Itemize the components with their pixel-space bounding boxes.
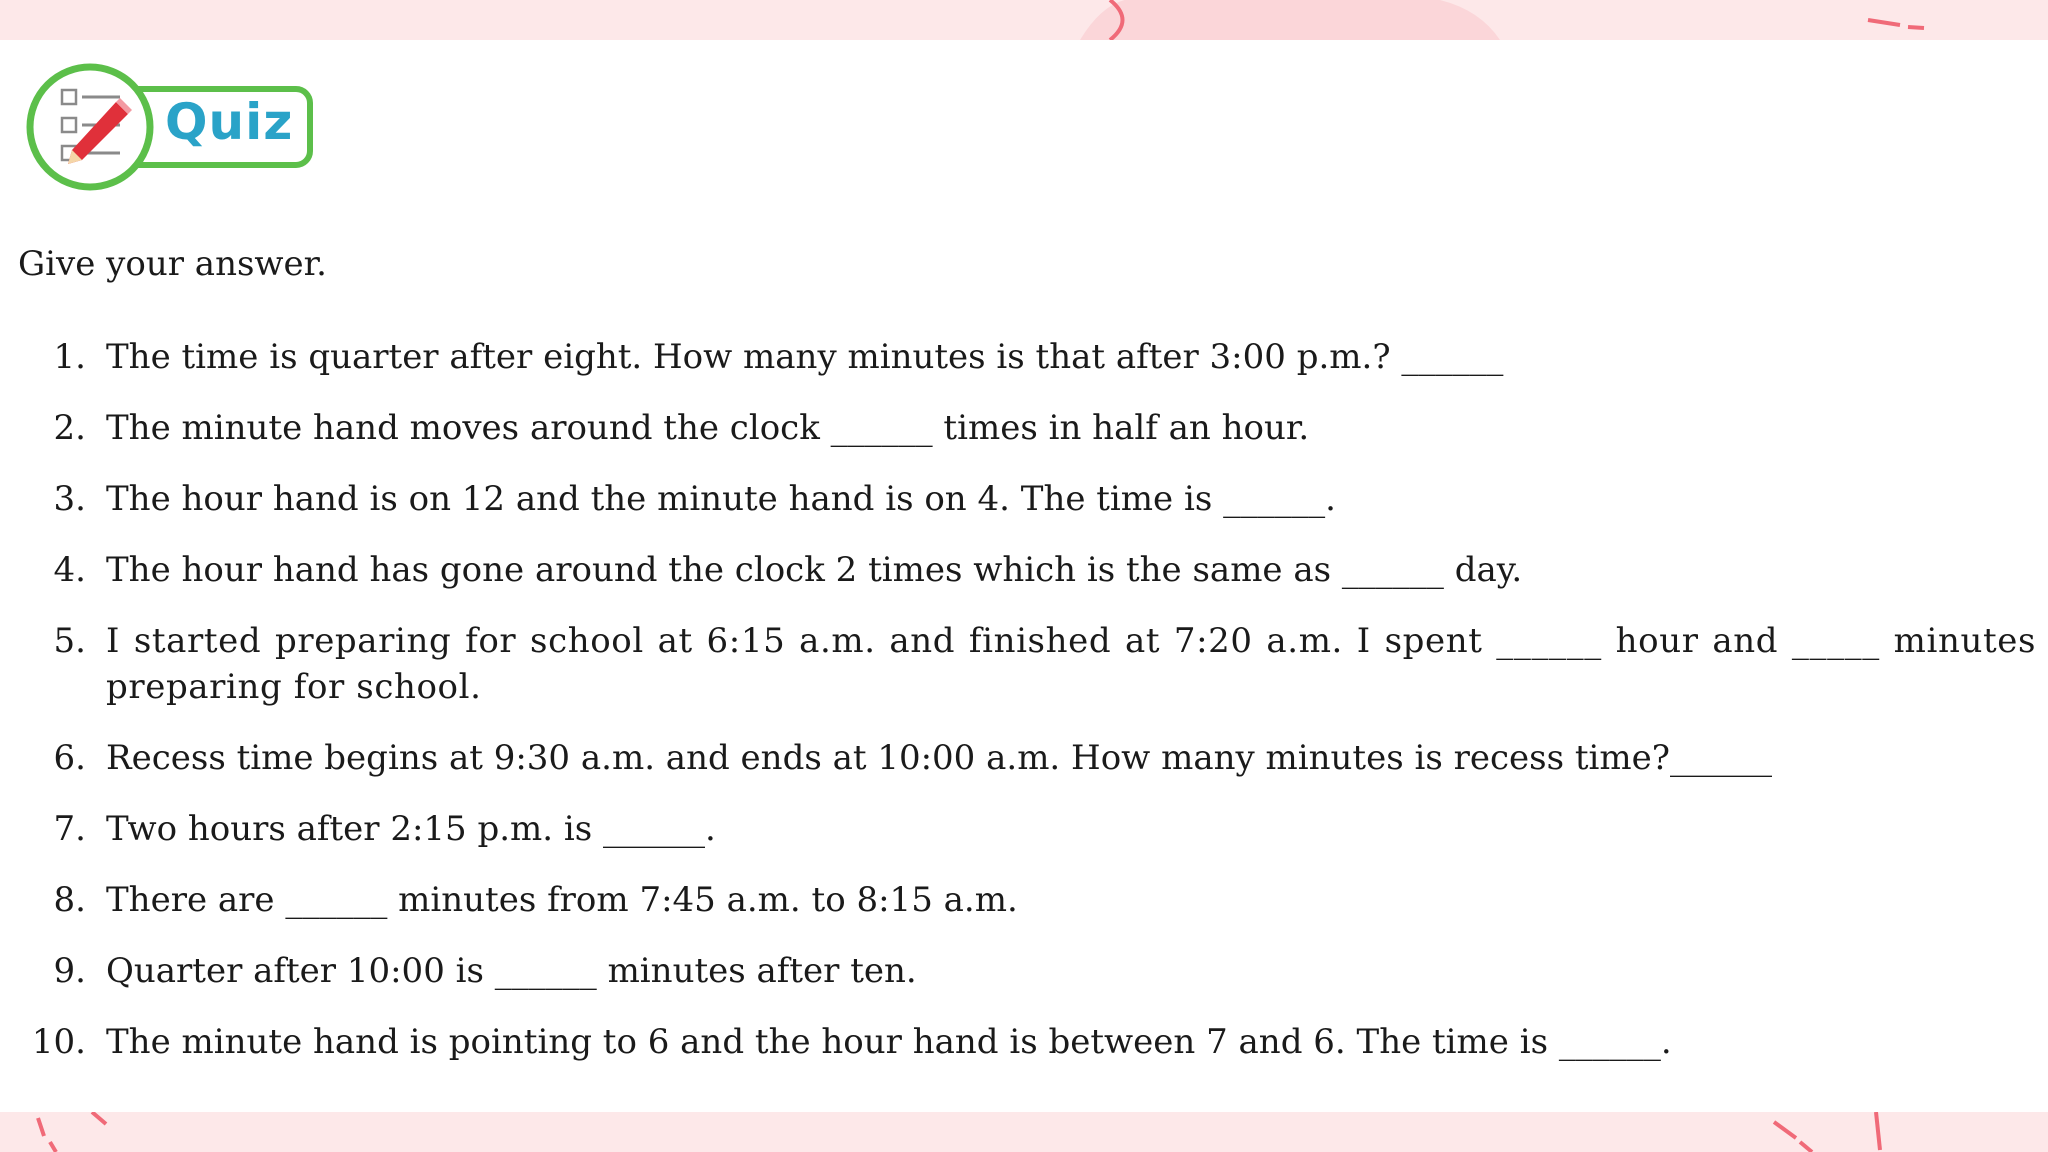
question-text: There are ______ minutes from 7:45 a.m. to 8:15 a.m. bbox=[106, 880, 1018, 920]
question-text: I started preparing for school at 6:15 a.m. and finished at 7:20 a.m. I spent ______ hour and _____ minutes preparing for school. bbox=[106, 621, 2036, 707]
question-list bbox=[0, 334, 2048, 1090]
question-item bbox=[0, 334, 2048, 380]
question-item bbox=[0, 948, 2048, 994]
question-number: 10. bbox=[31, 1022, 86, 1062]
question-text: The minute hand moves around the clock ______ times in half an hour. bbox=[106, 408, 1310, 448]
question-item bbox=[0, 735, 2048, 781]
quiz-badge-label: Quiz bbox=[165, 93, 294, 151]
question-text: The minute hand is pointing to 6 and the hour hand is between 7 and 6. The time is ______. bbox=[106, 1022, 1672, 1062]
question-number: 5. bbox=[53, 621, 86, 661]
question-item bbox=[0, 1019, 2048, 1065]
question-text: The hour hand has gone around the clock 2 times which is the same as ______ day. bbox=[106, 550, 1523, 590]
question-item bbox=[0, 476, 2048, 522]
question-number: 9. bbox=[53, 951, 86, 991]
question-text: Quarter after 10:00 is ______ minutes after ten. bbox=[106, 951, 917, 991]
question-text: Recess time begins at 9:30 a.m. and ends at 10:00 a.m. How many minutes is recess time?______ bbox=[106, 738, 1772, 778]
question-number: 6. bbox=[53, 738, 86, 778]
question-item bbox=[0, 877, 2048, 923]
question-number: 3. bbox=[53, 479, 86, 519]
question-item bbox=[0, 618, 2048, 710]
question-text: The time is quarter after eight. How many minutes is that after 3:00 p.m.? ______ bbox=[106, 337, 1504, 377]
question-text: Two hours after 2:15 p.m. is ______. bbox=[106, 809, 716, 849]
question-number: 7. bbox=[53, 809, 86, 849]
question-item bbox=[0, 806, 2048, 852]
question-item bbox=[0, 405, 2048, 451]
instruction-text: Give your answer. bbox=[18, 244, 327, 284]
question-number: 4. bbox=[53, 550, 86, 590]
question-number: 2. bbox=[53, 408, 86, 448]
question-text: The hour hand is on 12 and the minute hand is on 4. The time is ______. bbox=[106, 479, 1336, 519]
question-item bbox=[0, 547, 2048, 593]
question-number: 1. bbox=[53, 337, 86, 377]
question-number: 8. bbox=[53, 880, 86, 920]
